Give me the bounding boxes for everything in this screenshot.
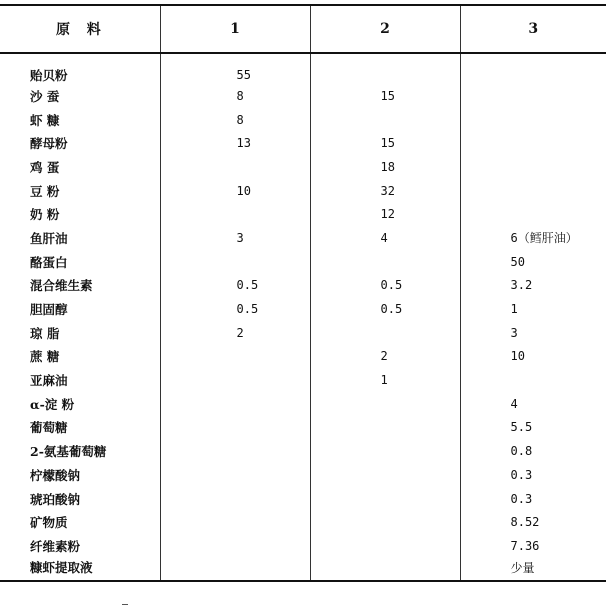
row-ingredient-name: 糠虾提取液 [0,558,160,582]
row-ingredient-name: 琥珀酸钠 [30,491,81,507]
row-formula-3-value: 0.3 [460,463,606,487]
row-ingredient-name: 奶 粉 [30,207,60,223]
row-formula-2-value [310,487,460,511]
table-row [0,202,606,226]
row-formula-1-value [160,510,310,534]
row-formula-1-value [160,558,310,582]
row-formula-2-value: 18 [310,155,460,179]
table-row [0,558,606,582]
table-header-row [0,5,606,53]
row-formula-1-value [160,345,310,369]
row-ingredient-name: 鸡 蛋 [30,159,60,175]
row-formula-3-value: 3.2 [460,274,606,298]
row-formula-3-value: 3 [460,321,606,345]
row-formula-2-value: 1 [310,368,460,392]
row-formula-3-value [460,155,606,179]
row-formula-3-value: 10 [460,345,606,369]
row-formula-1-value [160,463,310,487]
row-ingredient-name: 矿物质 [30,515,68,531]
row-formula-2-value [310,108,460,132]
row-ingredient-name: 沙 蚕 [30,88,60,104]
row-formula-1-value [160,250,310,274]
row-formula-2-value [310,392,460,416]
row-ingredient-name: 纤维素粉 [30,538,81,554]
row-ingredient-name: 虾 糠 [30,112,60,128]
row-formula-2-value [310,416,460,440]
header-formula-2: 2 [310,5,460,53]
table-row [0,226,606,250]
row-ingredient-name: α-淀 粉 [30,396,75,412]
row-formula-1-value: 8 [160,108,310,132]
table-row [0,534,606,558]
row-formula-3-value: 0.8 [460,439,606,463]
row-formula-3-value [460,84,606,108]
table-row [0,84,606,108]
row-formula-3-value [460,131,606,155]
row-formula-2-value: 2 [310,345,460,369]
row-formula-1-value [160,155,310,179]
row-ingredient-name: 贻贝粉 [30,68,68,83]
row-ingredient-name: 葡萄糖 [30,420,68,436]
header-formula-3: 3 [460,5,606,53]
row-formula-2-value: 0.5 [310,274,460,298]
row-formula-3-value: 少量 [460,558,606,582]
row-formula-1-value [160,392,310,416]
table-row [0,416,606,440]
table-row [0,439,606,463]
row-ingredient-name: 混合维生素 [30,278,93,294]
row-formula-3-value: 0.3 [460,487,606,511]
row-ingredient-name: 豆 粉 [30,183,60,199]
row-ingredient-name: 琼 脂 [30,325,60,341]
row-formula-1-value: 0.5 [160,274,310,298]
row-formula-1-value: 13 [160,131,310,155]
row-formula-2-value [310,250,460,274]
row-ingredient-name: 胆固醇 [30,302,68,318]
table-row [0,250,606,274]
row-formula-3-value [460,368,606,392]
row-formula-1-value [160,534,310,558]
row-formula-3-value [460,53,606,84]
row-formula-1-value: 10 [160,179,310,203]
row-formula-2-value: 12 [310,202,460,226]
row-formula-3-value [460,202,606,226]
row-formula-1-value [160,487,310,511]
row-formula-1-value: 0.5 [160,297,310,321]
row-formula-2-value: 15 [310,84,460,108]
table-row [0,510,606,534]
feed-formula-table [0,4,606,582]
row-ingredient-name: 酪蛋白 [30,254,68,270]
header-ingredient: 原料 [0,5,160,53]
table-row [0,321,606,345]
row-ingredient-name: 柠檬酸钠 [30,467,81,483]
row-formula-3-value: 5.5 [460,416,606,440]
row-formula-2-value [310,510,460,534]
table-row [0,53,606,84]
table-row [0,487,606,511]
row-formula-3-value: 50 [460,250,606,274]
table-row [0,179,606,203]
row-formula-2-value: 15 [310,131,460,155]
row-formula-2-value [310,53,460,84]
row-formula-1-value [160,368,310,392]
row-formula-2-value: 0.5 [310,297,460,321]
row-formula-2-value [310,463,460,487]
table-row [0,368,606,392]
row-ingredient-name: 亚麻油 [30,373,68,389]
header-formula-1: 1 [160,5,310,53]
table-body [0,53,606,581]
table-row [0,274,606,298]
row-formula-1-value: 2 [160,321,310,345]
table-row [0,108,606,132]
table-row [0,345,606,369]
row-formula-3-value [460,179,606,203]
row-ingredient-name: 酵母粉 [30,136,68,152]
row-formula-1-value: 55 [160,53,310,84]
row-formula-3-value: 7.36 [460,534,606,558]
row-formula-3-value: 8.52 [460,510,606,534]
row-formula-2-value [310,534,460,558]
row-formula-1-value [160,202,310,226]
row-formula-3-value [460,108,606,132]
row-ingredient-name: 蔗 糖 [30,349,60,365]
table-row [0,463,606,487]
row-formula-3-value: 6（鳕肝油） [460,226,606,250]
row-formula-1-value [160,416,310,440]
row-formula-2-value: 32 [310,179,460,203]
row-formula-1-value: 3 [160,226,310,250]
row-formula-1-value [160,439,310,463]
row-formula-3-value: 1 [460,297,606,321]
row-formula-1-value: 8 [160,84,310,108]
row-formula-2-value [310,558,460,582]
table-row [0,392,606,416]
row-formula-2-value [310,439,460,463]
row-ingredient-name: 鱼肝油 [30,230,68,246]
row-ingredient-name: 2-氨基葡萄糖 [30,444,107,460]
table-row [0,155,606,179]
row-formula-2-value: 4 [310,226,460,250]
row-formula-2-value [310,321,460,345]
row-formula-3-value: 4 [460,392,606,416]
page-mark [122,604,128,605]
table-row [0,297,606,321]
table-row [0,131,606,155]
